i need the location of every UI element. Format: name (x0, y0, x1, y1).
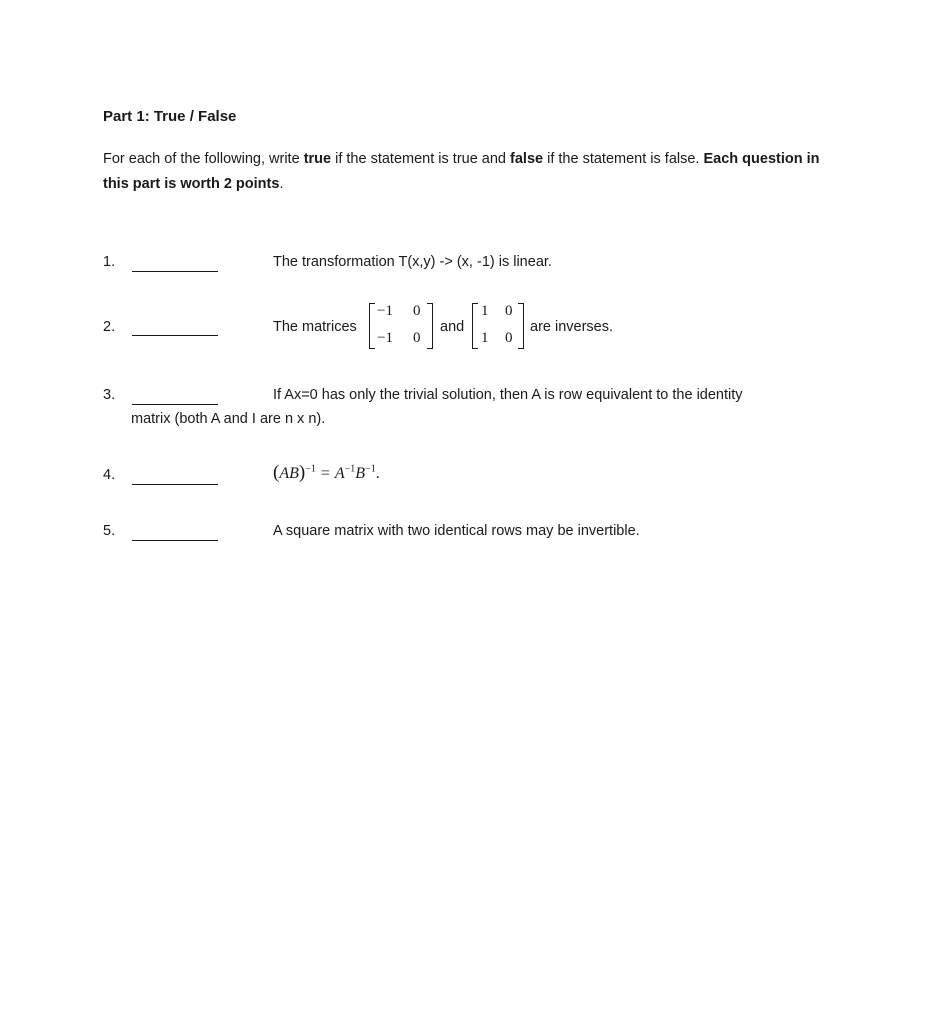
instructions-text: For each of the following, write (103, 151, 304, 167)
question-number: 2. (103, 319, 116, 335)
matrix-cell: −1 (377, 303, 393, 319)
matrix-cell: 0 (413, 303, 421, 319)
answer-blank[interactable] (132, 540, 218, 541)
right-bracket (427, 303, 433, 349)
answer-blank[interactable] (132, 271, 218, 272)
question-number: 1. (103, 254, 116, 270)
question-text: If Ax=0 has only the trivial solution, then A is row equivalent to the identity (273, 387, 743, 403)
left-bracket (369, 303, 375, 349)
left-bracket (472, 303, 478, 349)
instructions-bold-false: false (510, 151, 544, 167)
instructions-text: . (279, 176, 284, 192)
question-text-suffix: are inverses. (530, 319, 614, 335)
matrix-cell: −1 (377, 330, 393, 346)
question-text-continuation: matrix (both A and I are n x n). (131, 411, 326, 427)
question-text: A square matrix with two identical rows may be invertible. (273, 523, 640, 539)
equation (273, 462, 380, 484)
equation-rhs-b: B (355, 465, 366, 482)
question-number: 3. (103, 387, 116, 403)
answer-blank[interactable] (132, 484, 218, 485)
matrix-cell: 0 (413, 330, 421, 346)
equation-period: . (375, 465, 380, 482)
matrix-b (472, 303, 524, 350)
answer-blank[interactable] (132, 404, 218, 405)
equation-rhs-a: A (334, 465, 345, 482)
question-number: 4. (103, 467, 116, 483)
answer-blank[interactable] (132, 335, 218, 336)
instructions-text: if the statement is true and (331, 151, 511, 167)
matrix-cell: 1 (481, 330, 489, 346)
instructions-bold-points: Each question in this part is worth 2 points (103, 151, 820, 192)
matrix-cell: 0 (505, 330, 513, 346)
instructions-paragraph (103, 147, 823, 197)
question-number: 5. (103, 523, 116, 539)
question-text-prefix: The matrices (273, 319, 357, 335)
paren-close: ) (298, 462, 306, 483)
question-text: The transformation T(x,y) -> (x, -1) is linear. (273, 254, 552, 270)
equation-exponent: −1 (344, 463, 356, 475)
question-text-connector: and (440, 319, 465, 335)
equation-exponent: −1 (305, 463, 316, 475)
equation-lhs: AB (279, 465, 299, 482)
instructions-text: if the statement is false. (543, 151, 704, 167)
instructions-bold-true: true (303, 151, 332, 167)
matrix-a (369, 303, 433, 350)
matrix-cell: 0 (505, 303, 513, 319)
section-heading: Part 1: True / False (103, 108, 237, 125)
right-bracket (518, 303, 524, 349)
matrix-cell: 1 (481, 303, 489, 319)
equation-exponent: −1 (365, 463, 376, 475)
paren-open: ( (273, 462, 280, 483)
equals-sign: = (320, 465, 330, 482)
